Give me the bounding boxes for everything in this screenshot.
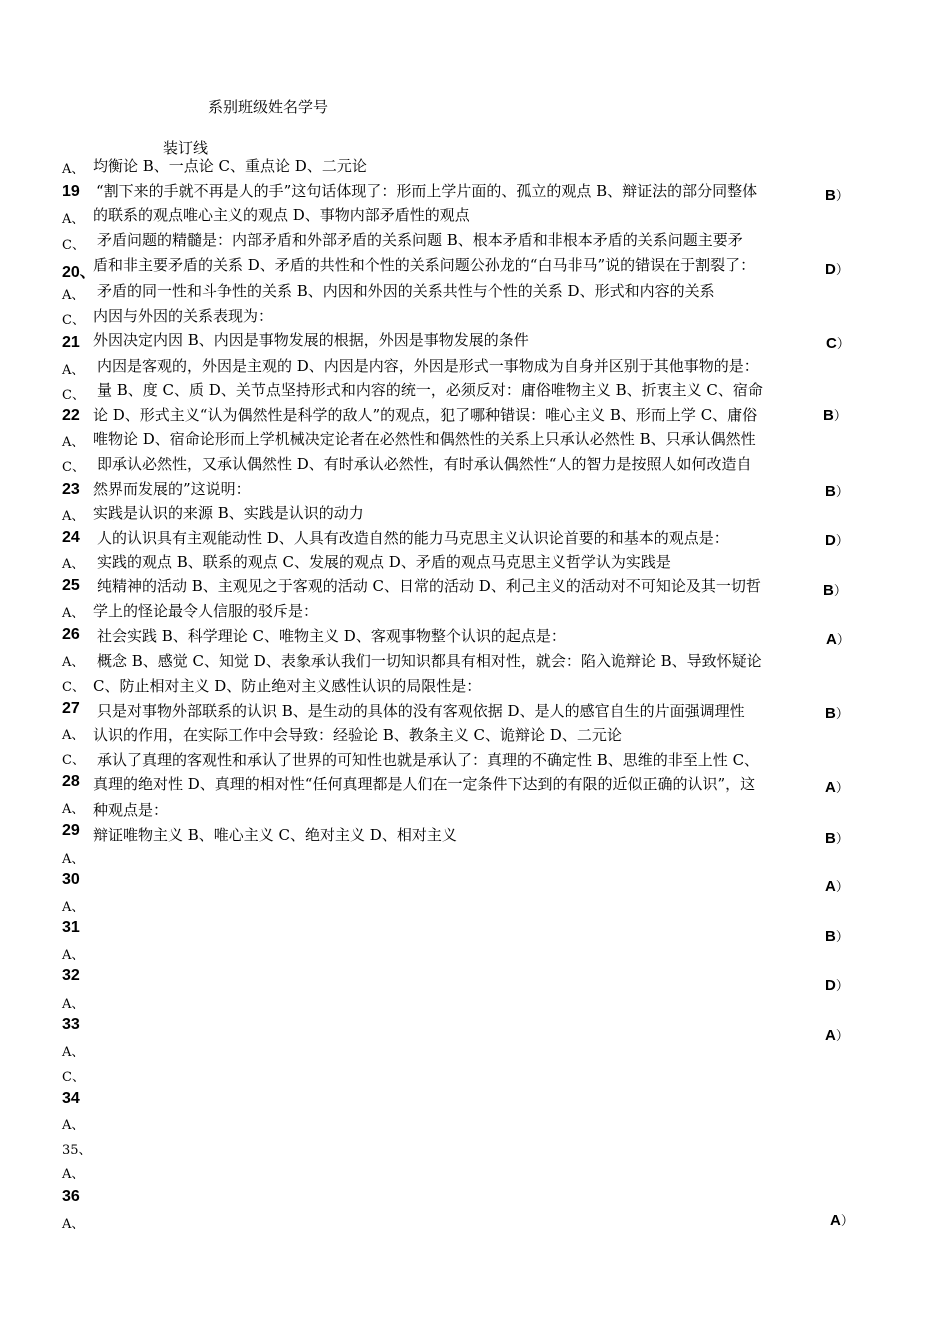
answer-mark xyxy=(823,580,847,599)
answer-mark xyxy=(825,703,849,722)
question-number: 31 xyxy=(62,919,80,936)
answer-letter: B xyxy=(825,928,836,945)
option-label: A、 xyxy=(62,802,85,817)
option-label: 35、 xyxy=(62,1143,92,1158)
option-label: A、 xyxy=(62,852,85,867)
answer-paren: ） xyxy=(835,780,849,795)
answer-letter: B xyxy=(825,187,836,204)
text-line: 然界而发展的”这说明： xyxy=(93,480,251,498)
text-line: 概念 B、感觉 C、知觉 D、表象承认我们一切知识都具有相对性，就会：陷入诡辩论 B、导致怀疑论 xyxy=(97,652,762,670)
text-line: 外因决定内因 B、内因是事物发展的根据，外因是事物发展的条件 xyxy=(93,331,529,349)
option-label: C、 xyxy=(62,753,85,768)
text-line: 社会实践 B、科学理论 C、唯物主义 D、客观事物整个认识的起点是： xyxy=(97,627,566,645)
option-label: A、 xyxy=(62,363,85,378)
text-line: 承认了真理的客观性和承认了世界的可知性也就是承认了：真理的不确定性 B、思维的非至上性 C、 xyxy=(97,751,760,769)
option-label: A、 xyxy=(62,948,85,963)
answer-mark xyxy=(830,1210,854,1229)
question-number: 29 xyxy=(62,822,80,839)
text-line: “割下来的手就不再是人的手”这句话体现了：形而上学片面的、孤立的观点 B、辩证法的部分同整体 xyxy=(96,182,758,200)
answer-mark xyxy=(825,481,849,500)
text-line: 辩证唯物主义 B、唯心主义 C、绝对主义 D、相对主义 xyxy=(93,826,457,844)
text-line: 量 B、度 C、质 D、关节点坚持形式和内容的统一，必须反对：庸俗唯物主义 B、折衷主义 C、宿命 xyxy=(97,381,763,399)
text-line: 真理的绝对性 D、真理的相对性“任何真理都是人们在一定条件下达到的有限的近似正确的认识”，这 xyxy=(93,775,756,793)
answer-paren: ） xyxy=(833,408,847,423)
header-info: 系别班级姓名学号 xyxy=(208,98,329,116)
text-line: 学上的怪论最令人信服的驳斥是： xyxy=(93,602,319,620)
answer-paren: ） xyxy=(835,1028,849,1043)
option-label: C、 xyxy=(62,1070,85,1085)
text-line: C、防止相对主义 D、防止绝对主义感性认识的局限性是： xyxy=(93,677,482,695)
answer-mark xyxy=(826,333,850,352)
question-number: 28 xyxy=(62,773,80,790)
option-label: A、 xyxy=(62,162,85,177)
answer-mark xyxy=(825,828,849,847)
answer-letter: A xyxy=(825,1027,836,1044)
answer-letter: A xyxy=(826,631,837,648)
answer-letter: B xyxy=(825,830,836,847)
option-label: A、 xyxy=(62,557,85,572)
text-line: 论 D、形式主义“认为偶然性是科学的敌人”的观点，犯了哪种错误：唯心主义 B、形而上学 C、庸俗 xyxy=(93,406,758,424)
answer-paren: ） xyxy=(835,706,849,721)
option-label: A、 xyxy=(62,655,85,670)
answer-paren: ） xyxy=(833,583,847,598)
answer-letter: C xyxy=(826,335,837,352)
question-number: 27 xyxy=(62,700,80,717)
text-line: 内因与外因的关系表现为： xyxy=(93,307,274,325)
text-line: 只是对事物外部联系的认识 B、是生动的具体的没有客观依据 D、是人的感官自生的片面强调理性 xyxy=(97,702,745,720)
option-label: A、 xyxy=(62,1217,85,1232)
question-number: 21 xyxy=(62,334,80,351)
answer-letter: A xyxy=(830,1212,841,1229)
option-label: A、 xyxy=(62,288,85,303)
binding-line-label: 装订线 xyxy=(163,139,209,157)
answer-paren: ） xyxy=(835,484,849,499)
question-number: 32 xyxy=(62,967,80,984)
question-number: 25 xyxy=(62,577,80,594)
option-label: C、 xyxy=(62,313,85,328)
answer-letter: B xyxy=(823,582,834,599)
option-label: C、 xyxy=(62,238,85,253)
option-label: C、 xyxy=(62,388,85,403)
answer-paren: ） xyxy=(836,336,850,351)
option-label: A、 xyxy=(62,435,85,450)
answer-mark xyxy=(825,259,849,278)
question-number: 19 xyxy=(62,183,80,200)
answer-letter: B xyxy=(825,705,836,722)
question-number: 22 xyxy=(62,407,80,424)
question-number: 33 xyxy=(62,1016,80,1033)
text-line: 种观点是： xyxy=(93,801,169,819)
answer-mark xyxy=(825,777,849,796)
answer-paren: ） xyxy=(835,929,849,944)
answer-paren: ） xyxy=(835,831,849,846)
question-number: 30 xyxy=(62,871,80,888)
option-label: A、 xyxy=(62,212,85,227)
answer-letter: A xyxy=(825,779,836,796)
answer-mark xyxy=(826,629,850,648)
answer-letter: B xyxy=(825,483,836,500)
option-label: C、 xyxy=(62,460,85,475)
option-label: A、 xyxy=(62,728,85,743)
answer-paren: ） xyxy=(835,533,849,548)
answer-mark xyxy=(823,405,847,424)
answer-paren: ） xyxy=(840,1213,854,1228)
text-line: 盾和非主要矛盾的关系 D、矛盾的共性和个性的关系问题公孙龙的“白马非马”说的错误在于割裂了： xyxy=(93,256,756,274)
answer-letter: D xyxy=(825,532,836,549)
text-line: 矛盾问题的精髓是：内部矛盾和外部矛盾的关系问题 B、根本矛盾和非根本矛盾的关系问题主要矛 xyxy=(97,231,743,249)
question-number: 23 xyxy=(62,481,80,498)
answer-mark xyxy=(825,975,849,994)
answer-mark xyxy=(825,185,849,204)
answer-letter: B xyxy=(823,407,834,424)
text-line: 唯物论 D、宿命论形而上学机械决定论者在必然性和偶然性的关系上只承认必然性 B、只承认偶然性 xyxy=(93,430,756,448)
option-label: A、 xyxy=(62,1118,85,1133)
answer-mark xyxy=(825,926,849,945)
option-label: A、 xyxy=(62,1167,85,1182)
option-label: A、 xyxy=(62,900,85,915)
answer-mark xyxy=(825,530,849,549)
answer-letter: D xyxy=(825,261,836,278)
text-line: 即承认必然性，又承认偶然性 D、有时承认必然性，有时承认偶然性“人的智力是按照人如何改造自 xyxy=(97,455,752,473)
answer-letter: A xyxy=(825,878,836,895)
text-line: 均衡论 B、一点论 C、重点论 D、二元论 xyxy=(93,157,367,175)
question-number: 24 xyxy=(62,529,80,546)
text-line: 实践是认识的来源 B、实践是认识的动力 xyxy=(93,504,364,522)
answer-paren: ） xyxy=(836,632,850,647)
answer-paren: ） xyxy=(835,879,849,894)
question-number: 20、 xyxy=(62,264,96,281)
text-line: 认识的作用，在实际工作中会导致：经验论 B、教条主义 C、诡辩论 D、二元论 xyxy=(93,726,622,744)
text-line: 人的认识具有主观能动性 D、人具有改造自然的能力马克思主义认识论首要的和基本的观点是： xyxy=(97,529,729,547)
option-label: C、 xyxy=(62,680,85,695)
option-label: A、 xyxy=(62,509,85,524)
text-line: 的联系的观点唯心主义的观点 D、事物内部矛盾性的观点 xyxy=(93,206,470,224)
answer-mark xyxy=(825,876,849,895)
option-label: A、 xyxy=(62,606,85,621)
text-line: 纯精神的活动 B、主观见之于客观的活动 C、日常的活动 D、利己主义的活动对不可知论及其一切哲 xyxy=(97,577,761,595)
question-number: 34 xyxy=(62,1090,80,1107)
question-number: 26 xyxy=(62,626,80,643)
option-label: A、 xyxy=(62,1045,85,1060)
option-label: A、 xyxy=(62,997,85,1012)
answer-paren: ） xyxy=(835,188,849,203)
text-line: 内因是客观的，外因是主观的 D、内因是内容，外因是形式一事物成为自身并区别于其他事物的是： xyxy=(97,357,759,375)
text-line: 实践的观点 B、联系的观点 C、发展的观点 D、矛盾的观点马克思主义哲学认为实践是 xyxy=(97,553,671,571)
question-number: 36 xyxy=(62,1188,80,1205)
answer-paren: ） xyxy=(835,262,849,277)
text-line: 矛盾的同一性和斗争性的关系 B、内因和外因的关系共性与个性的关系 D、形式和内容的关系 xyxy=(97,282,715,300)
answer-mark xyxy=(825,1025,849,1044)
answer-paren: ） xyxy=(835,978,849,993)
answer-letter: D xyxy=(825,977,836,994)
